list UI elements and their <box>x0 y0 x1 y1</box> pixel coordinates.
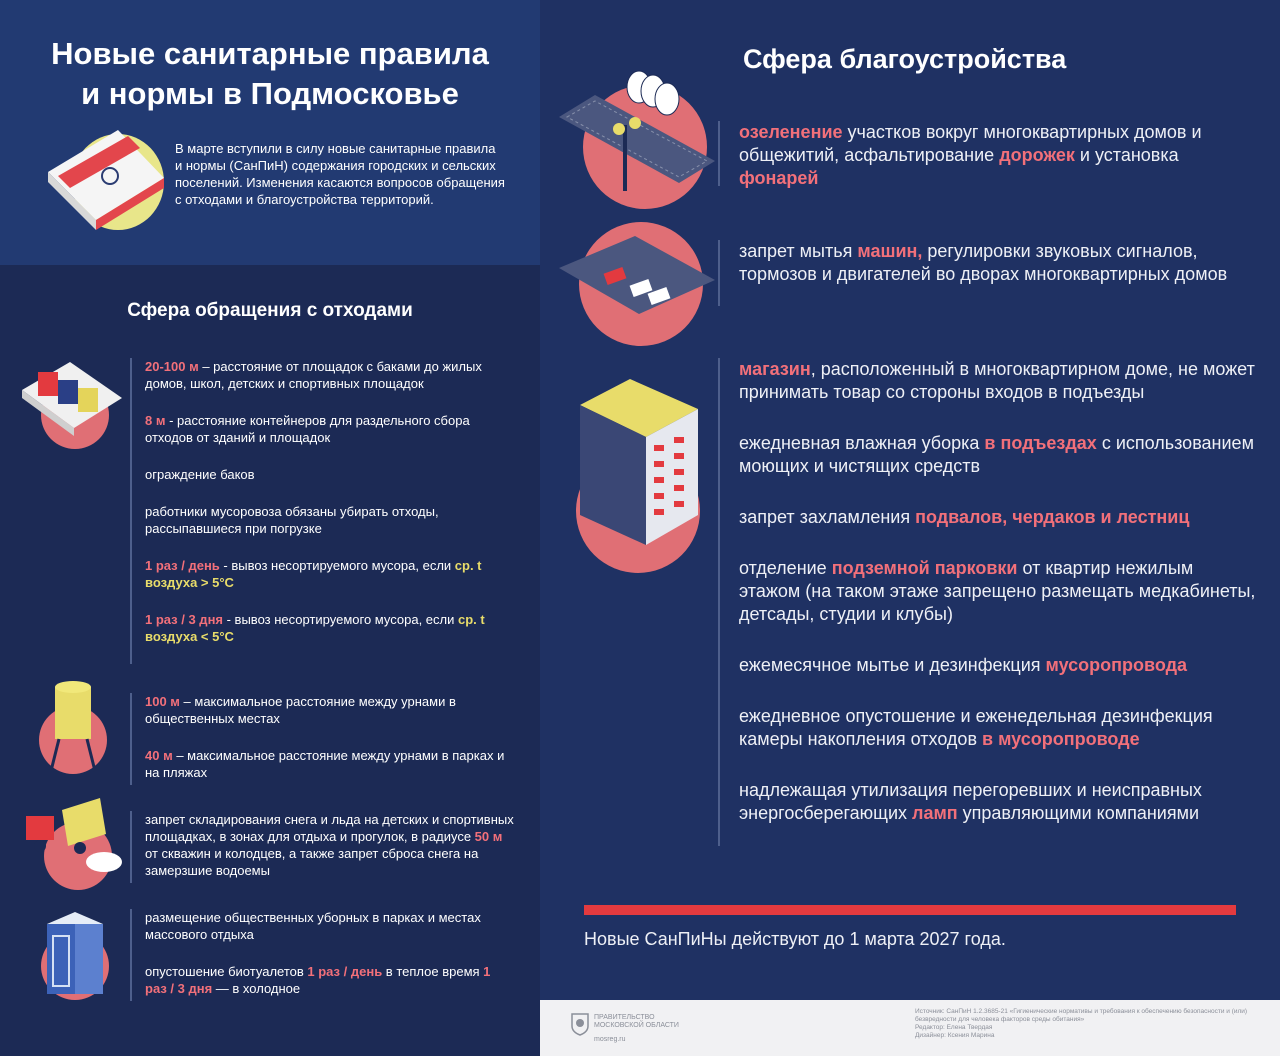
improvement-section-title: Сфера благоустройства <box>743 44 1067 74</box>
list-item: ежедневная влажная уборка в подъездах с использованием моющих и чистящих средств <box>739 433 1254 476</box>
waste-section-title: Сфера обращения с отходами <box>127 300 413 321</box>
list-item: отделение подземной парковки от квартир нежилым этажом (на таком этаже запрещено размещать медкабинеты, детсады, студии и клубы) <box>739 558 1256 624</box>
list-item: 1 раз / день - вывоз несортируемого мусора, если ср. t воздуха > 5°С <box>145 558 482 590</box>
waste-group-bins <box>130 693 515 785</box>
list-item: ежемесячное мытье и дезинфекция мусоропровода <box>739 655 1188 675</box>
list-item: запрет складирования снега и льда на детских и спортивных площадках, в зонах для отдыха и прогулок, в радиусе 50 м от скважин и колодцев, а также запрет сброса снега на замерзшие водоемы <box>145 812 514 878</box>
divider-bar <box>584 905 1236 915</box>
park-lamp-trees-icon <box>555 65 720 215</box>
parking-lot-icon <box>555 210 720 355</box>
list-item: магазин, расположенный в многоквартирном доме, не может принимать товар со стороны входов в подъезды <box>739 359 1255 402</box>
list-item: 20-100 м – расстояние от площадок с баками до жилых домов, школ, детских и спортивных площадок <box>145 359 482 391</box>
credits: Источник: СанПиН 1.2.3685-21 «Гигиенические нормативы и требования к обеспечению безопасности и (или) безвредности для человека факторов среды обитания» Редактор: Елена Твердая Дизайнер: Ксения Марина <box>915 1008 1248 1039</box>
list-item: 40 м – максимальное расстояние между урнами в парках и на пляжах <box>145 748 505 780</box>
coat-of-arms-icon <box>570 1012 590 1036</box>
waste-group-snow <box>130 811 515 883</box>
list-item: работники мусоровоза обязаны убирать отходы, рассыпавшиеся при погрузке <box>145 504 439 536</box>
list-item: опустошение биотуалетов 1 раз / день в теплое время 1 раз / 3 дня — в холодное <box>145 964 491 996</box>
portable-toilet-icon <box>25 900 125 1010</box>
list-item: надлежащая утилизация перегоревших и неисправных энергосберегающих ламп управляющими компаниями <box>739 780 1202 823</box>
apartment-building-icon <box>570 365 710 575</box>
list-item: 8 м - расстояние контейнеров для раздельного сбора отходов от зданий и площадок <box>145 413 470 445</box>
waste-group-containers <box>130 358 515 664</box>
trash-bin-icon <box>25 675 125 785</box>
improvement-group-greenery <box>718 121 1259 186</box>
dump-truck-icon <box>20 790 130 900</box>
intro-text: В марте вступили в силу новые санитарные правила и нормы (СанПиН) содержания городских и сельских поселений. Изменения касаются вопросов обращения с отходами и благоустройства территорий. <box>175 141 505 207</box>
waste-containers-icon <box>20 350 130 460</box>
list-item: ежедневное опустошение и еженедельная дезинфекция камеры накопления отходов в мусоропроводе <box>739 706 1213 749</box>
list-item: размещение общественных уборных в парках и местах массового отдыха <box>145 910 481 942</box>
list-item: запрет мытья машин, регулировки звуковых сигналов, тормозов и двигателей во дворах многоквартирных домов <box>739 241 1228 284</box>
improvement-group-buildings <box>718 358 1259 846</box>
list-item: запрет захламления подвалов, чердаков и лестниц <box>739 507 1190 527</box>
document-book-icon <box>40 120 180 240</box>
improvement-group-cars <box>718 240 1259 306</box>
gov-site-link[interactable]: mosreg.ru <box>594 1036 626 1043</box>
gov-name: ПРАВИТЕЛЬСТВО МОСКОВСКОЙ ОБЛАСТИ <box>594 1014 679 1029</box>
list-item: озеленение участков вокруг многоквартирных домов и общежитий, асфальтирование дорожек и установка фонарей <box>739 122 1202 188</box>
list-item: 1 раз / 3 дня - вывоз несортируемого мусора, если ср. t воздуха < 5°С <box>145 612 485 644</box>
waste-group-toilets <box>130 909 515 1001</box>
list-item: 100 м – максимальное расстояние между урнами в общественных местах <box>145 694 456 726</box>
validity-note: Новые СанПиНы действуют до 1 марта 2027 года. <box>584 929 1006 949</box>
footer <box>540 1000 1280 1056</box>
page-title: Новые санитарные правила и нормы в Подмосковье <box>51 36 489 111</box>
list-item: ограждение баков <box>145 467 255 482</box>
